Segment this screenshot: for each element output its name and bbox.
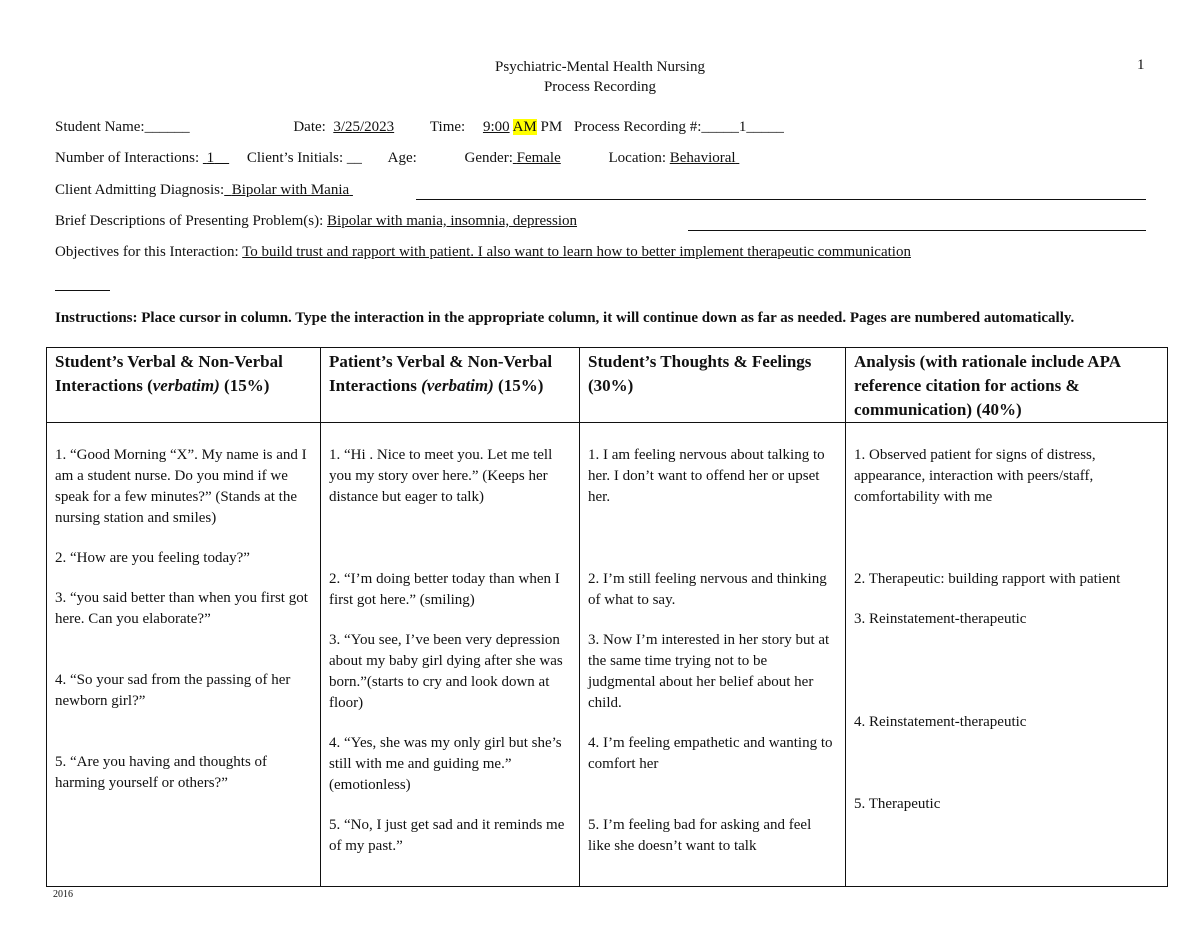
list-item: 5. I’m feeling bad for asking and feel like she doesn’t want to talk <box>588 817 812 854</box>
presenting-problem-row <box>55 213 577 230</box>
location-label: Location: <box>608 150 666 166</box>
diagnosis-text: Bipolar with Mania <box>231 182 350 198</box>
header-text: Student’s Thoughts & Feelings (30%) <box>588 352 812 395</box>
header-student-thoughts <box>580 348 846 423</box>
diagnosis-underline <box>416 199 1146 200</box>
analysis-cell[interactable] <box>846 423 1168 887</box>
student-name-blank[interactable]: ______ <box>144 119 190 135</box>
gender-text: Female <box>516 150 561 166</box>
document-subtitle: Process Recording <box>543 79 657 95</box>
list-item: 4. Reinstatement-therapeutic <box>854 714 1027 730</box>
table-row <box>47 423 1168 887</box>
interaction-info-row <box>55 150 739 167</box>
am-marker: AM <box>512 119 537 135</box>
interactions-label: Number of Interactions: <box>55 150 200 166</box>
process-recording-label: Process Recording #: <box>573 119 702 135</box>
list-item: 3. Reinstatement-therapeutic <box>854 611 1027 627</box>
time-value[interactable]: 9:00 <box>482 119 510 135</box>
list-item: 4. I’m feeling empathetic and wanting to comfort her <box>588 735 833 772</box>
list-item: 1. “Hi . Nice to meet you. Let me tell you my story over here.” (Keeps her distance but eager to talk) <box>329 447 553 505</box>
objectives-continuation-line <box>55 290 110 291</box>
list-item: 4. “So your sad from the passing of her newborn girl?” <box>55 672 291 709</box>
process-recording-table <box>46 347 1168 887</box>
list-item: 2. I’m still feeling nervous and thinking of what to say. <box>588 571 827 608</box>
list-item: 2. Therapeutic: building rapport with patient <box>854 571 1121 587</box>
header-text: Analysis (with rationale include APA reference citation for actions & communication) (40%) <box>854 352 1121 419</box>
header-emphasis: (verbatim) <box>421 376 494 395</box>
list-item: 3. “You see, I’ve been very depression about my baby girl dying after she was born.”(starts to cry and look down at floor) <box>329 632 563 711</box>
date-label: Date: <box>293 119 326 135</box>
header-text: Student’s Verbal & Non-Verbal Interactions ( <box>55 352 283 395</box>
footer-year: 2016 <box>53 889 73 900</box>
page-number: 1 <box>1137 57 1145 73</box>
interactions-number: 1 <box>206 150 215 166</box>
student-info-row <box>55 119 784 136</box>
client-initials-label: Client’s Initials: <box>246 150 344 166</box>
objectives-row <box>55 244 911 261</box>
diagnosis-value[interactable] <box>224 182 353 198</box>
header-patient-verbal <box>321 348 580 423</box>
document-title: Psychiatric-Mental Health Nursing <box>495 59 705 75</box>
instructions-text: Instructions: Place cursor in column. Type the interaction in the appropriate column, it will continue down as far as needed. Pages are numbered automatically. <box>55 310 1075 326</box>
presenting-problem-underline <box>688 230 1146 231</box>
table-header-row <box>47 348 1168 423</box>
header-suffix: (15%) <box>219 376 270 395</box>
client-initials-value[interactable]: __ <box>346 150 362 166</box>
list-item: 1. “Good Morning “X”. My name is and I am a student nurse. Do you mind if we speak for a few minutes?” (Stands at the nursing station and smiles) <box>55 447 307 526</box>
diagnosis-label: Client Admitting Diagnosis: <box>55 182 225 198</box>
header-suffix: (15%) <box>493 376 544 395</box>
list-item: 1. I am feeling nervous about talking to her. I don’t want to offend her or upset her. <box>588 447 825 505</box>
student-verbal-cell[interactable] <box>47 423 321 887</box>
gender-label: Gender: <box>464 150 513 166</box>
list-item: 2. “How are you feeling today?” <box>55 550 250 566</box>
header-text: Patient’s Verbal & Non-Verbal Interactions <box>329 352 553 395</box>
objectives-label: Objectives for this Interaction: <box>55 244 239 260</box>
student-name-label: Student Name: <box>55 119 145 135</box>
time-label: Time: <box>429 119 466 135</box>
list-item: 3. “you said better than when you first got here. Can you elaborate?” <box>55 590 308 627</box>
pm-marker: PM <box>540 119 563 135</box>
header-analysis <box>846 348 1168 423</box>
header-student-verbal <box>47 348 321 423</box>
gender-value[interactable] <box>513 150 561 166</box>
interactions-value[interactable] <box>203 150 229 166</box>
list-item: 2. “I’m doing better today than when I first got here.” (smiling) <box>329 571 560 608</box>
student-thoughts-cell[interactable] <box>580 423 846 887</box>
location-value[interactable] <box>670 150 740 166</box>
list-item: 3. Now I’m interested in her story but at the same time trying not to be judgmental about her belief about her child. <box>588 632 830 711</box>
age-label: Age: <box>387 150 417 166</box>
list-item: 5. “Are you having and thoughts of harming yourself or others?” <box>55 754 268 791</box>
list-item: 5. “No, I just get sad and it reminds me of my past.” <box>329 817 565 854</box>
list-item: 4. “Yes, she was my only girl but she’s still with me and guiding me.” (emotionless) <box>329 735 562 793</box>
process-recording-value[interactable]: _____1_____ <box>701 119 784 135</box>
objectives-value[interactable]: To build trust and rapport with patient. I also want to learn how to better implement therapeutic communication <box>242 244 911 260</box>
diagnosis-row <box>55 182 353 199</box>
date-value[interactable]: 3/25/2023 <box>333 119 395 135</box>
presenting-problem-value[interactable]: Bipolar with mania, insomnia, depression <box>327 213 578 229</box>
list-item: 1. Observed patient for signs of distress, appearance, interaction with peers/staff, comfortability with me <box>854 447 1096 505</box>
presenting-problem-label: Brief Descriptions of Presenting Problem(s): <box>55 213 324 229</box>
page-header <box>0 57 1200 97</box>
header-emphasis: verbatim) <box>152 376 220 395</box>
list-item: 5. Therapeutic <box>854 796 941 812</box>
patient-verbal-cell[interactable] <box>321 423 580 887</box>
location-text: Behavioral <box>669 150 736 166</box>
